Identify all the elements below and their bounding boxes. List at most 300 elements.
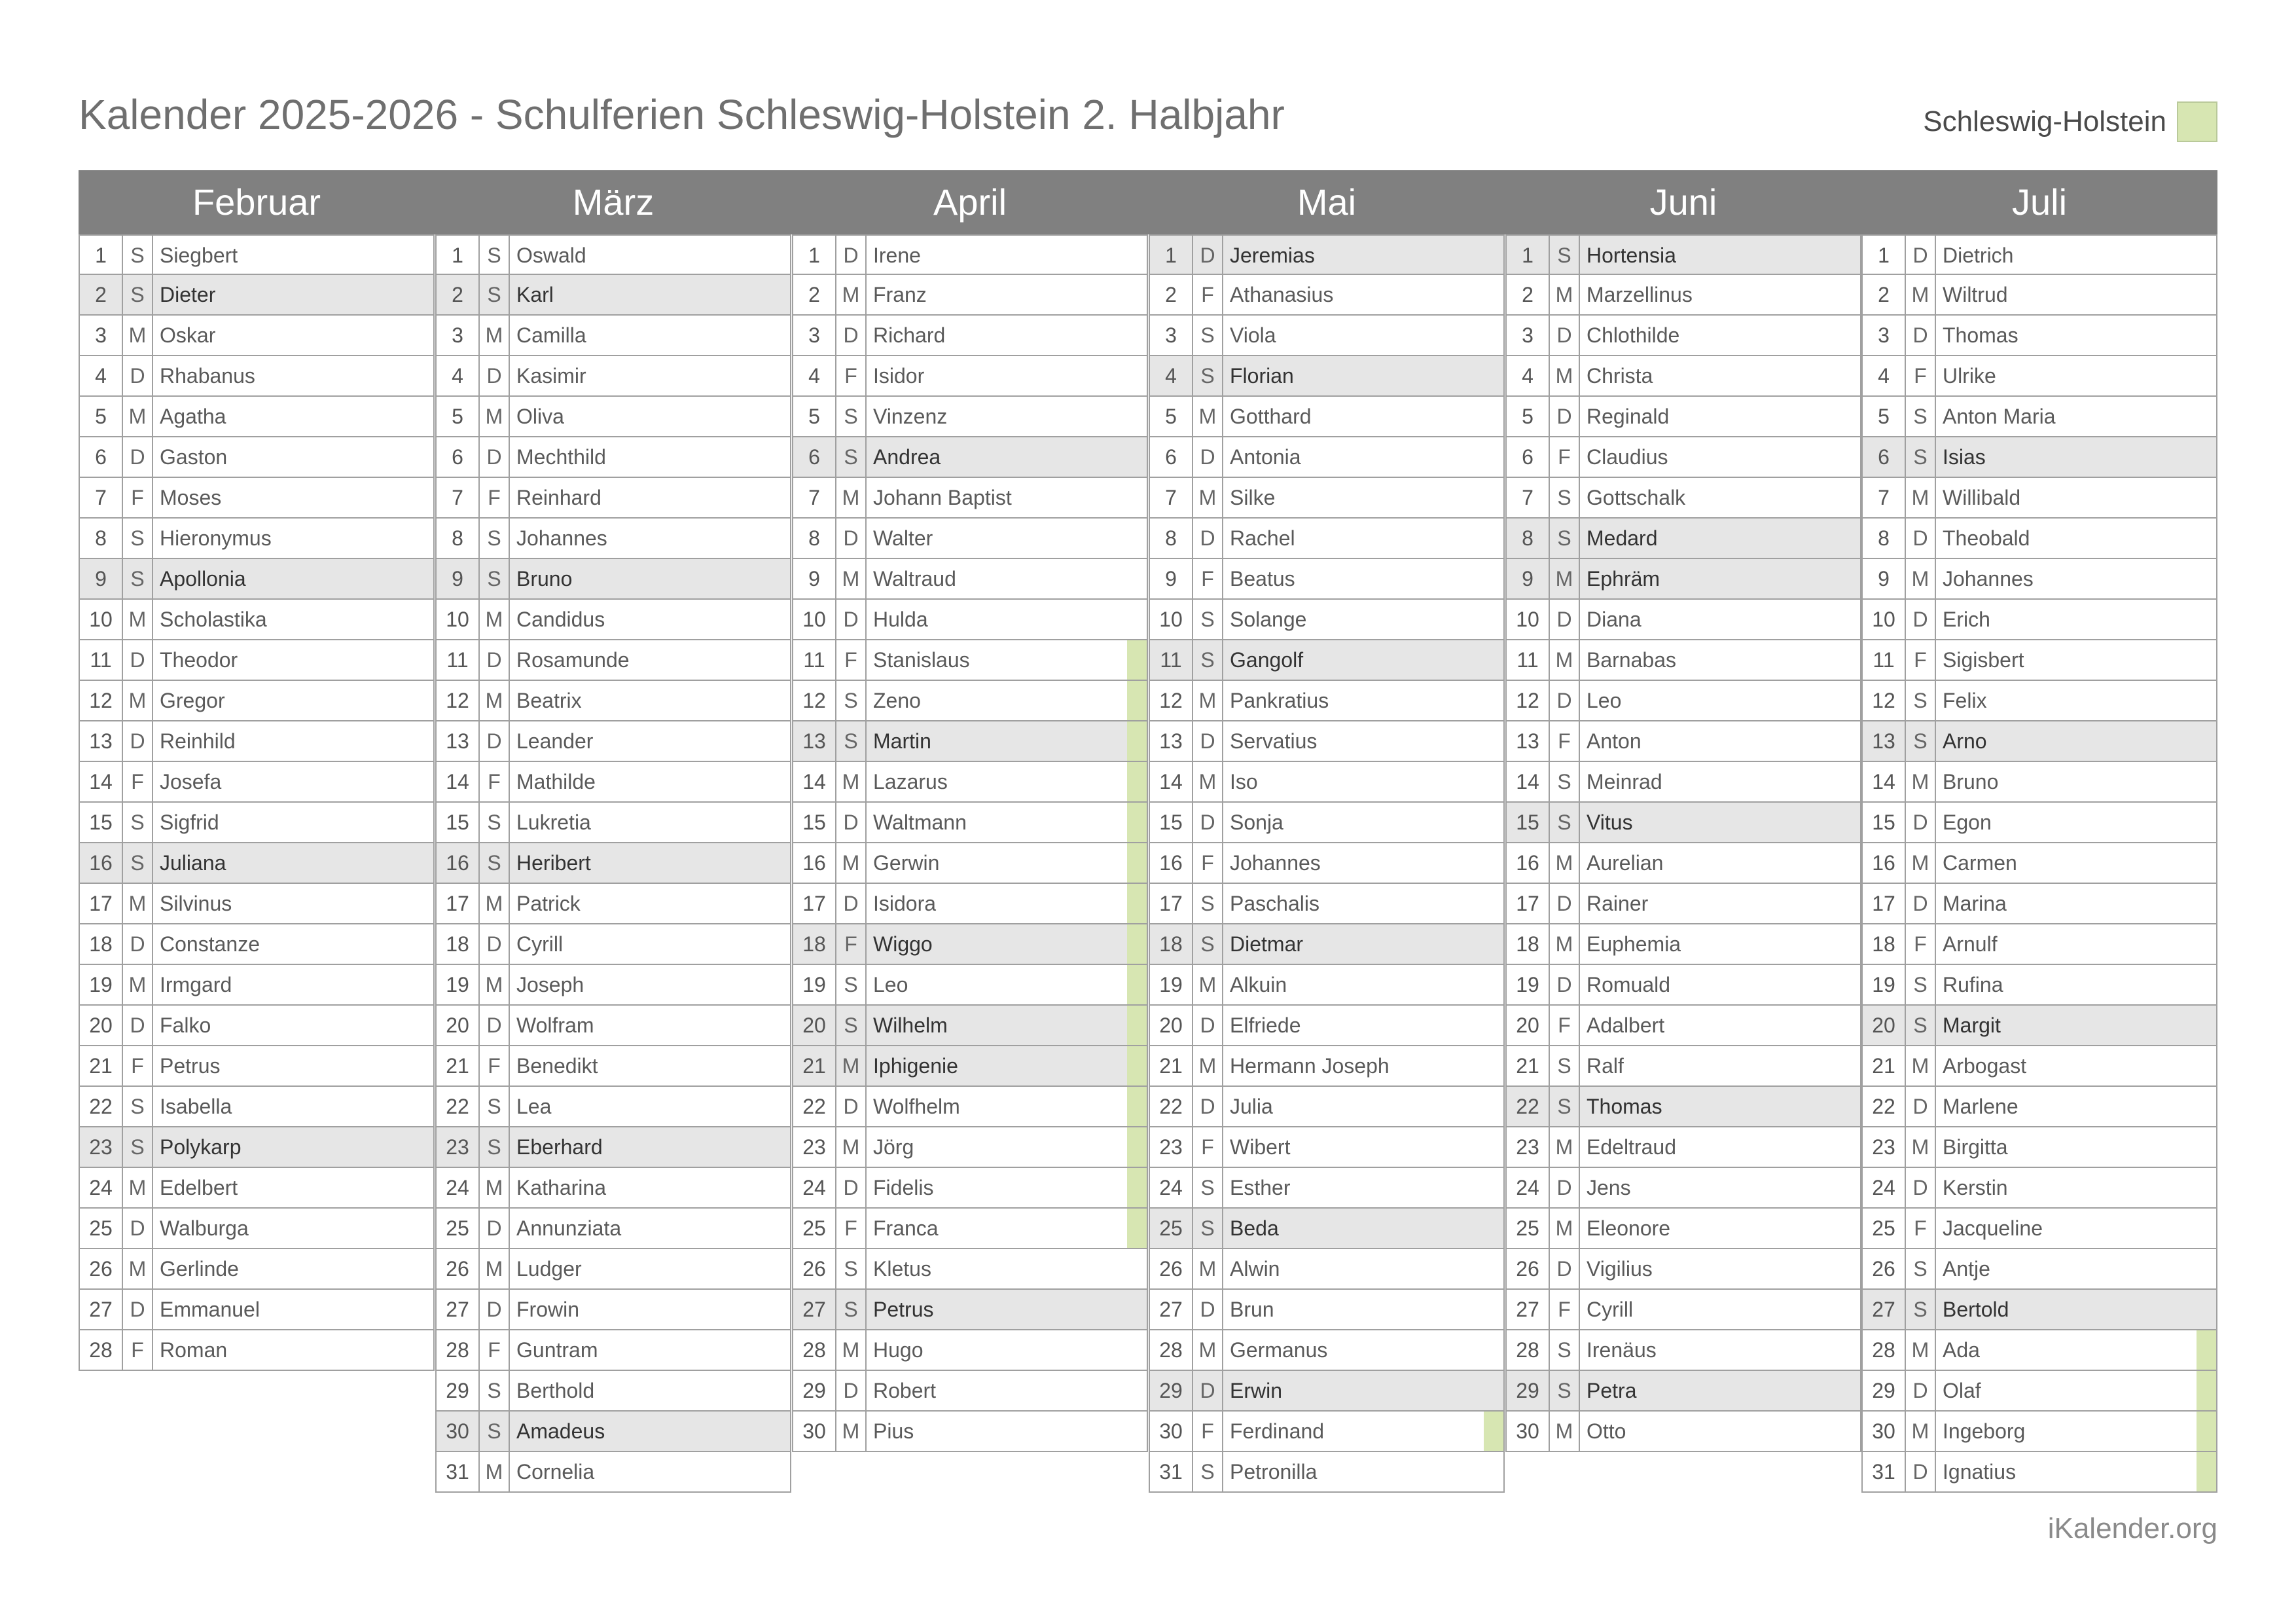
weekday: M (1550, 356, 1580, 395)
day-number: 5 (1507, 397, 1550, 436)
name-day: Julia (1230, 1095, 1273, 1118)
day-row (435, 924, 791, 965)
day-number: 13 (793, 721, 836, 761)
name-day: Mechthild (516, 445, 606, 469)
day-number: 26 (1507, 1249, 1550, 1288)
day-row (1505, 762, 1861, 803)
weekday: F (123, 762, 153, 801)
day-number: 8 (1150, 519, 1193, 558)
day-row (435, 965, 791, 1006)
name-day: Paschalis (1230, 892, 1319, 915)
name-day: Arbogast (1943, 1054, 2027, 1078)
day-row (1505, 1127, 1861, 1168)
day-number: 23 (1863, 1127, 1906, 1167)
weekday: D (1193, 437, 1223, 477)
day-row (1149, 1087, 1505, 1127)
day-row (435, 640, 791, 681)
weekday: S (480, 843, 510, 883)
day-row (1505, 640, 1861, 681)
day-row (1149, 884, 1505, 924)
name-day: Ludger (516, 1257, 582, 1281)
day-row (79, 965, 435, 1006)
day-row (792, 1371, 1148, 1412)
name-day: Dietmar (1230, 932, 1304, 956)
day-number: 24 (793, 1168, 836, 1207)
name-day: Isabella (160, 1095, 232, 1118)
name-day: Iphigenie (873, 1054, 958, 1078)
day-row (1861, 1209, 2217, 1249)
weekday: S (1906, 437, 1936, 477)
month-title: Juni (1649, 181, 1717, 223)
day-number: 24 (437, 1168, 480, 1207)
weekday: D (480, 640, 510, 680)
day-row (1149, 803, 1505, 843)
name-day: Theodor (160, 648, 238, 672)
day-row (1861, 843, 2217, 884)
day-row (1149, 234, 1505, 275)
day-row (1505, 397, 1861, 437)
name-day: Carmen (1943, 851, 2017, 875)
weekday: M (1906, 1412, 1936, 1451)
day-row (435, 803, 791, 843)
day-number: 20 (793, 1006, 836, 1045)
name-day: Arnulf (1943, 932, 1998, 956)
weekday: D (1906, 884, 1936, 923)
day-number: 21 (793, 1046, 836, 1085)
day-number: 12 (1150, 681, 1193, 720)
day-number: 14 (793, 762, 836, 801)
day-number: 21 (1507, 1046, 1550, 1085)
month-column (1149, 170, 1505, 1484)
holiday-marker (1127, 762, 1147, 801)
day-row (435, 1006, 791, 1046)
weekday: M (480, 1452, 510, 1491)
weekday: D (123, 437, 153, 477)
day-row (792, 397, 1148, 437)
day-number: 9 (1863, 559, 1906, 598)
weekday: S (836, 437, 867, 477)
weekday: D (1906, 803, 1936, 842)
day-list (1861, 234, 2217, 1493)
day-row (1149, 316, 1505, 356)
day-row (1505, 965, 1861, 1006)
name-day: Wolfhelm (873, 1095, 960, 1118)
day-number: 8 (1507, 519, 1550, 558)
day-row (435, 316, 791, 356)
name-day: Isidora (873, 892, 937, 915)
name-day: Jörg (873, 1135, 914, 1159)
day-number: 23 (793, 1127, 836, 1167)
name-day: Walter (873, 526, 933, 550)
day-number: 9 (437, 559, 480, 598)
day-row (79, 640, 435, 681)
name-day: Lea (516, 1095, 552, 1118)
day-number: 27 (793, 1290, 836, 1329)
weekday: F (480, 1046, 510, 1085)
name-day: Margit (1943, 1013, 2001, 1037)
name-day: Irenäus (1587, 1338, 1657, 1362)
name-day: Lukretia (516, 811, 591, 834)
name-day: Berthold (516, 1379, 595, 1402)
weekday: D (1906, 519, 1936, 558)
weekday: D (123, 1006, 153, 1045)
day-number: 28 (80, 1330, 123, 1370)
day-row (435, 397, 791, 437)
weekday: D (1193, 803, 1223, 842)
footer-brand: iKalender.org (2047, 1512, 2217, 1544)
day-number: 1 (1150, 236, 1193, 274)
day-number: 15 (1507, 803, 1550, 842)
day-number: 12 (1863, 681, 1906, 720)
day-number: 2 (437, 275, 480, 314)
day-row (792, 1412, 1148, 1452)
name-day: Joseph (516, 973, 584, 996)
day-row (792, 843, 1148, 884)
day-row (435, 1290, 791, 1330)
day-number: 19 (437, 965, 480, 1004)
day-row (1149, 1249, 1505, 1290)
day-number: 4 (1507, 356, 1550, 395)
month-title: April (933, 181, 1007, 223)
name-day: Walburga (160, 1216, 249, 1240)
day-row (435, 1330, 791, 1371)
weekday: D (480, 924, 510, 964)
name-day: Ralf (1587, 1054, 1624, 1078)
name-day: Anton (1587, 729, 1641, 753)
weekday: F (123, 1330, 153, 1370)
day-number: 8 (437, 519, 480, 558)
weekday: S (1550, 1330, 1580, 1370)
day-number: 25 (1150, 1209, 1193, 1248)
day-row (79, 316, 435, 356)
name-day: Reginald (1587, 405, 1670, 428)
name-day: Agatha (160, 405, 226, 428)
day-number: 13 (437, 721, 480, 761)
day-number: 7 (80, 478, 123, 517)
name-day: Bruno (516, 567, 573, 591)
weekday: M (836, 559, 867, 598)
name-day: Medard (1587, 526, 1658, 550)
weekday: F (1550, 1006, 1580, 1045)
day-number: 14 (80, 762, 123, 801)
name-day: Constanze (160, 932, 260, 956)
weekday: D (1550, 1168, 1580, 1207)
weekday: D (836, 236, 867, 274)
weekday: S (123, 559, 153, 598)
weekday: S (123, 843, 153, 883)
day-number: 30 (437, 1412, 480, 1451)
day-number: 10 (1507, 600, 1550, 639)
name-day: Silke (1230, 486, 1276, 509)
name-day: Arno (1943, 729, 1987, 753)
day-number: 28 (1507, 1330, 1550, 1370)
weekday: M (836, 275, 867, 314)
day-list (435, 234, 791, 1493)
weekday: S (480, 1127, 510, 1167)
holiday-marker (1127, 1006, 1147, 1045)
weekday: M (480, 884, 510, 923)
day-row (79, 1046, 435, 1087)
name-day: Solange (1230, 608, 1307, 631)
weekday: D (1550, 884, 1580, 923)
weekday: S (1906, 1290, 1936, 1329)
weekday: D (123, 924, 153, 964)
day-number: 8 (793, 519, 836, 558)
day-number: 20 (1507, 1006, 1550, 1045)
name-day: Katharina (516, 1176, 606, 1199)
day-row (79, 600, 435, 640)
weekday: D (1193, 1087, 1223, 1126)
day-number: 29 (437, 1371, 480, 1410)
day-number: 17 (80, 884, 123, 923)
name-day: Irmgard (160, 973, 232, 996)
name-day: Meinrad (1587, 770, 1662, 793)
weekday: M (480, 397, 510, 436)
day-row (1505, 1209, 1861, 1249)
day-row (1861, 924, 2217, 965)
day-number: 13 (80, 721, 123, 761)
day-number: 16 (1507, 843, 1550, 883)
weekday: M (1193, 1046, 1223, 1085)
day-number: 1 (437, 236, 480, 274)
day-row (79, 681, 435, 721)
weekday: S (1906, 965, 1936, 1004)
day-row (1861, 965, 2217, 1006)
day-row (792, 924, 1148, 965)
day-number: 26 (80, 1249, 123, 1288)
day-number: 18 (1507, 924, 1550, 964)
holiday-marker (1484, 1412, 1503, 1451)
day-number: 30 (793, 1412, 836, 1451)
day-row (435, 884, 791, 924)
name-day: Gotthard (1230, 405, 1312, 428)
day-number: 1 (80, 236, 123, 274)
legend (1923, 101, 2217, 142)
day-number: 24 (1507, 1168, 1550, 1207)
weekday: D (1906, 236, 1936, 274)
name-day: Richard (873, 323, 946, 347)
weekday: M (836, 762, 867, 801)
weekday: D (123, 1209, 153, 1248)
name-day: Benedikt (516, 1054, 598, 1078)
day-number: 21 (1150, 1046, 1193, 1085)
weekday: M (836, 1046, 867, 1085)
weekday: S (1550, 478, 1580, 517)
day-row (435, 1209, 791, 1249)
day-number: 3 (1150, 316, 1193, 355)
day-number: 22 (80, 1087, 123, 1126)
day-row (1505, 1249, 1861, 1290)
day-row (1149, 681, 1505, 721)
name-day: Marina (1943, 892, 2007, 915)
name-day: Gerwin (873, 851, 940, 875)
name-day: Petra (1587, 1379, 1637, 1402)
weekday: D (1193, 519, 1223, 558)
weekday: S (1193, 1209, 1223, 1248)
weekday: D (1193, 1371, 1223, 1410)
weekday: D (836, 1371, 867, 1410)
name-day: Claudius (1587, 445, 1668, 469)
name-day: Irene (873, 244, 921, 267)
day-row (1505, 721, 1861, 762)
day-row (435, 762, 791, 803)
day-number: 10 (1863, 600, 1906, 639)
name-day: Wilhelm (873, 1013, 948, 1037)
day-row (1861, 803, 2217, 843)
day-row (792, 1168, 1148, 1209)
name-day: Isias (1943, 445, 1986, 469)
day-row (1505, 234, 1861, 275)
day-number: 2 (1507, 275, 1550, 314)
day-row (79, 397, 435, 437)
day-number: 11 (1863, 640, 1906, 680)
weekday: F (123, 478, 153, 517)
weekday: S (1550, 519, 1580, 558)
name-day: Rhabanus (160, 364, 255, 388)
day-number: 2 (1863, 275, 1906, 314)
day-number: 2 (80, 275, 123, 314)
day-number: 26 (793, 1249, 836, 1288)
day-number: 10 (437, 600, 480, 639)
legend-color-swatch (2177, 101, 2217, 142)
weekday: M (1906, 762, 1936, 801)
day-number: 31 (1150, 1452, 1193, 1491)
name-day: Vinzenz (873, 405, 948, 428)
weekday: F (480, 762, 510, 801)
month-column (1861, 170, 2217, 1484)
holiday-marker (1127, 1087, 1147, 1126)
weekday: F (1193, 559, 1223, 598)
name-day: Thomas (1587, 1095, 1662, 1118)
day-number: 6 (80, 437, 123, 477)
day-row (1149, 843, 1505, 884)
name-day: Euphemia (1587, 932, 1681, 956)
weekday: S (123, 1127, 153, 1167)
weekday: S (1550, 236, 1580, 274)
weekday: M (1193, 397, 1223, 436)
day-row (1861, 1127, 2217, 1168)
day-row (435, 1046, 791, 1087)
day-row (1861, 1249, 2217, 1290)
day-row (792, 1127, 1148, 1168)
name-day: Oskar (160, 323, 216, 347)
day-number: 11 (80, 640, 123, 680)
holiday-marker (2197, 1371, 2216, 1410)
weekday: M (1906, 478, 1936, 517)
name-day: Iso (1230, 770, 1258, 793)
name-day: Reinhard (516, 486, 601, 509)
day-number: 20 (1150, 1006, 1193, 1045)
day-row (1505, 519, 1861, 559)
weekday: D (123, 356, 153, 395)
day-number: 22 (793, 1087, 836, 1126)
weekday: S (1550, 1371, 1580, 1410)
weekday: S (1550, 803, 1580, 842)
name-day: Pankratius (1230, 689, 1329, 712)
day-row (1505, 1168, 1861, 1209)
name-day: Guntram (516, 1338, 598, 1362)
weekday: S (123, 1087, 153, 1126)
weekday: S (836, 721, 867, 761)
day-number: 25 (793, 1209, 836, 1248)
day-row (79, 924, 435, 965)
name-day: Martin (873, 729, 931, 753)
name-day: Germanus (1230, 1338, 1328, 1362)
day-row (435, 1168, 791, 1209)
day-number: 6 (1150, 437, 1193, 477)
day-number: 13 (1150, 721, 1193, 761)
day-row (1505, 316, 1861, 356)
weekday: M (123, 397, 153, 436)
weekday: D (1550, 316, 1580, 355)
day-row (1505, 478, 1861, 519)
name-day: Gerlinde (160, 1257, 239, 1281)
name-day: Patrick (516, 892, 581, 915)
day-number: 17 (793, 884, 836, 923)
day-number: 3 (1863, 316, 1906, 355)
day-row (792, 1290, 1148, 1330)
weekday: D (1906, 1371, 1936, 1410)
day-number: 20 (80, 1006, 123, 1045)
name-day: Gottschalk (1587, 486, 1686, 509)
weekday: M (836, 1330, 867, 1370)
day-row (79, 843, 435, 884)
name-day: Marzellinus (1587, 283, 1693, 306)
day-row (1505, 1006, 1861, 1046)
day-row (1861, 721, 2217, 762)
name-day: Beatus (1230, 567, 1295, 591)
day-number: 14 (1863, 762, 1906, 801)
name-day: Erwin (1230, 1379, 1283, 1402)
name-day: Cornelia (516, 1460, 595, 1484)
day-row (79, 721, 435, 762)
day-row (1861, 1452, 2217, 1493)
name-day: Theobald (1943, 526, 2030, 550)
name-day: Ulrike (1943, 364, 1996, 388)
day-row (1149, 965, 1505, 1006)
day-row (1861, 1006, 2217, 1046)
day-number: 22 (1863, 1087, 1906, 1126)
day-row (435, 1087, 791, 1127)
weekday: M (836, 843, 867, 883)
weekday: S (480, 275, 510, 314)
name-day: Apollonia (160, 567, 246, 591)
weekday: M (1906, 275, 1936, 314)
day-number: 16 (1863, 843, 1906, 883)
weekday: M (1550, 559, 1580, 598)
weekday: M (480, 600, 510, 639)
name-day: Kerstin (1943, 1176, 2008, 1199)
weekday: D (123, 721, 153, 761)
day-number: 24 (1863, 1168, 1906, 1207)
weekday: S (836, 965, 867, 1004)
weekday: M (480, 316, 510, 355)
weekday: F (1550, 721, 1580, 761)
day-row (1861, 478, 2217, 519)
weekday: F (123, 1046, 153, 1085)
name-day: Brun (1230, 1298, 1274, 1321)
day-number: 16 (437, 843, 480, 883)
day-list (79, 234, 435, 1371)
weekday: D (1906, 1087, 1936, 1126)
day-number: 6 (1507, 437, 1550, 477)
name-day: Beda (1230, 1216, 1279, 1240)
name-day: Jacqueline (1943, 1216, 2043, 1240)
name-day: Wibert (1230, 1135, 1291, 1159)
name-day: Franca (873, 1216, 939, 1240)
weekday: S (123, 803, 153, 842)
weekday: D (1550, 397, 1580, 436)
